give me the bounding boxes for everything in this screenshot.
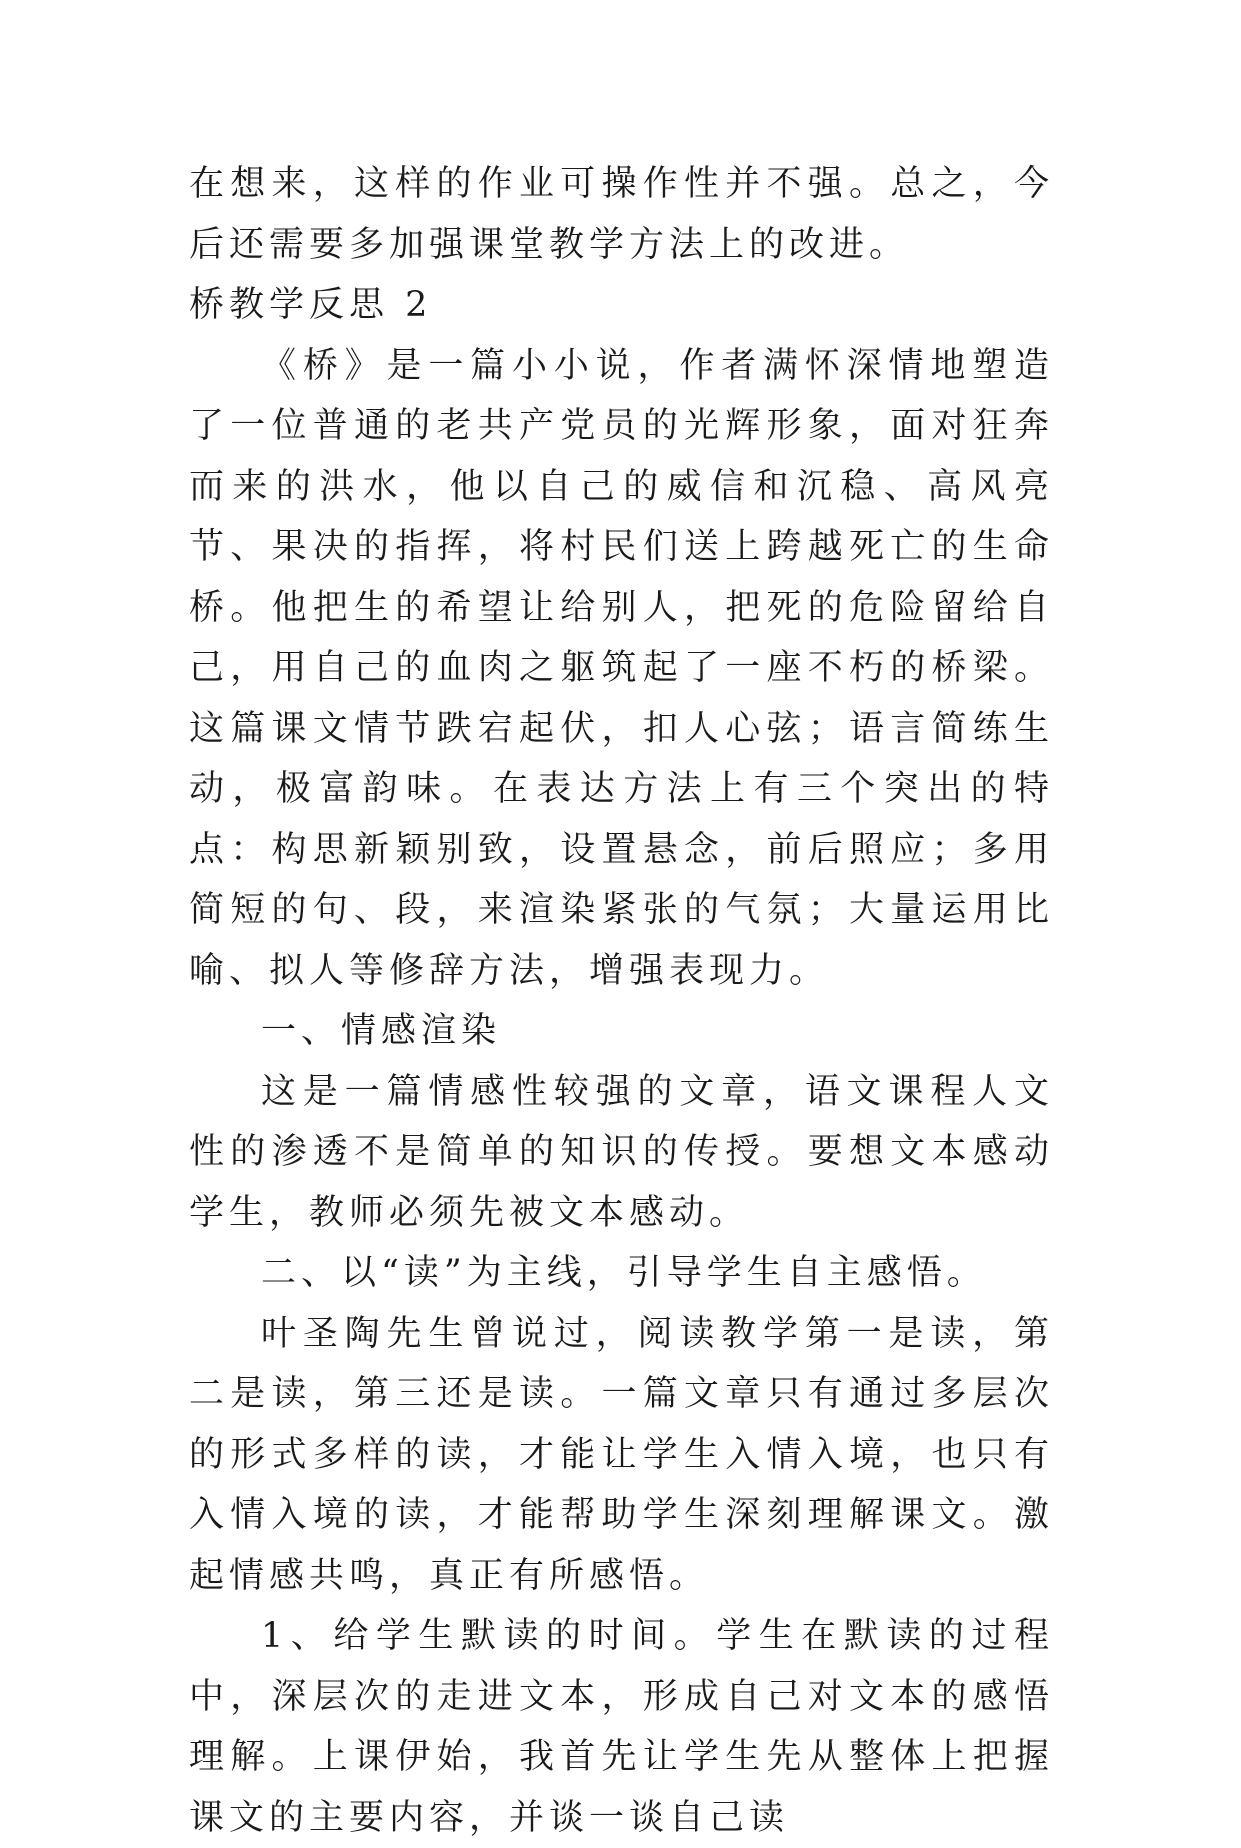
subheading-reading: 二、以“读”为主线，引导学生自主感悟。 [261,1253,987,1293]
emotion-paragraph: 这是一篇情感性较强的文章，语文课程人文性的渗透不是简单的知识的传授。要想文本感动学生，教师必须先被文本感动。 [189,1071,1054,1233]
silent-reading-paragraph: 1、给学生默读的时间。学生在默读的过程中，深层次的走进文本，形成自己对文本的感悟理解。上课伊始，我首先让学生先从整体上把握课文的主要内容，并谈一谈自己读 [189,1616,1054,1838]
intro-paragraph: 《桥》是一篇小小说，作者满怀深情地塑造了一位普通的老共产党员的光辉形象，面对狂奔而来的洪水，他以自己的威信和沉稳、高风亮节、果决的指挥，将村民们送上跨越死亡的生命桥。他把生的希望让给别人，把死的危险留给自己，用自己的血肉之躯筑起了一座不朽的桥梁。这篇课文情节跌宕起伏，扣人心弦；语言简练生动，极富韵味。在表达方法上有三个突出的特点：构思新颖别致，设置悬念，前后照应；多用简短的句、段，来渲染紧张的气氛；大量运用比喻、拟人等修辞方法，增强表现力。 [189,345,1054,991]
reading-paragraph: 叶圣陶先生曾说过，阅读教学第一是读，第二是读，第三还是读。一篇文章只有通过多层次的形式多样的读，才能让学生入情入境，也只有入情入境的读，才能帮助学生深刻理解课文。激起情感共鸣，真正有所感悟。 [189,1313,1054,1596]
continuation-paragraph: 在想来，这样的作业可操作性并不强。总之，今后还需要多加强课堂教学方法上的改进。 [189,164,1054,265]
subheading-emotion: 一、情感渲染 [261,1011,502,1051]
document-body [189,154,1054,1848]
section-title: 桥教学反思 2 [189,285,433,325]
